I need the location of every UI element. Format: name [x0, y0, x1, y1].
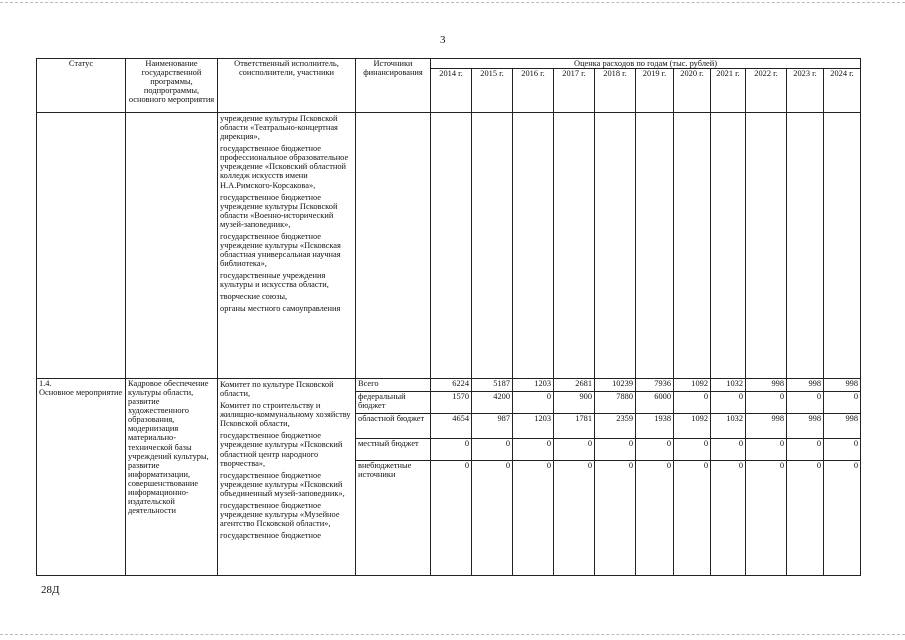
expense-value: 1092 — [674, 414, 711, 439]
header-year: 2021 г. — [711, 69, 746, 113]
header-status: Статус — [37, 59, 126, 113]
executor-entry: государственное бюджетное учреждение культуры «Музейное агентство Псковской области», — [220, 500, 340, 529]
expense-value: 0 — [711, 461, 746, 576]
expense-value: 998 — [787, 414, 824, 439]
executor-entry: государственное бюджетное — [220, 531, 322, 541]
expense-value: 0 — [787, 461, 824, 576]
executor-entry: творческие союзы, — [220, 292, 288, 302]
expense-value: 6000 — [636, 392, 674, 414]
expense-value: 1092 — [674, 379, 711, 392]
executor-entry: государственное бюджетное профессиональное образовательное учреждение «Псковский областной колледж искусств имени Н.А.Римского-Корсакова», — [220, 144, 349, 190]
continuation-status-cell — [37, 113, 126, 379]
expense-value: 0 — [787, 439, 824, 461]
expense-value: 998 — [746, 414, 787, 439]
expense-value: 0 — [824, 461, 861, 576]
item-status-cell — [37, 379, 126, 576]
expense-value: 0 — [824, 392, 861, 414]
expense-value: 0 — [636, 461, 674, 576]
page-number: 3 — [440, 34, 446, 46]
expense-value: 998 — [787, 379, 824, 392]
expense-value: 1032 — [711, 414, 746, 439]
executor-entry: Комитет по строительству и жилищно-коммунальному хозяйству Псковской области, — [220, 401, 351, 429]
expense-value: 0 — [787, 392, 824, 414]
expense-value: 1570 — [431, 392, 472, 414]
executor-entry: государственное бюджетное учреждение культуры «Псковский областной центр народного творчества», — [220, 431, 343, 468]
funding-source: внебюджетные источники — [356, 461, 431, 576]
continuation-name-cell — [126, 113, 218, 379]
continuation-value-cell — [824, 113, 861, 379]
executor-entry: государственные учреждения культуры и искусства области, — [220, 271, 329, 290]
expense-value: 0 — [674, 392, 711, 414]
funding-source: федеральный бюджет — [356, 392, 431, 414]
header-year: 2017 г. — [554, 69, 595, 113]
expense-value: 987 — [472, 414, 513, 439]
expense-value: 5187 — [472, 379, 513, 392]
expense-value: 0 — [472, 439, 513, 461]
header-year: 2018 г. — [595, 69, 636, 113]
expense-value: 0 — [636, 439, 674, 461]
executor-entry: государственное бюджетное учреждение культуры «Псковская областная универсальная научная библиотека», — [220, 231, 341, 269]
executor-entry: государственное бюджетное учреждение культуры Псковской области «Военно-исторический музей-заповедник», — [220, 192, 338, 229]
item-executors-cell — [218, 379, 356, 576]
expense-value: 0 — [513, 439, 554, 461]
continuation-executors-cell — [218, 113, 356, 379]
continuation-value-cell — [431, 113, 472, 379]
expense-value: 998 — [824, 379, 861, 392]
continuation-value-cell — [472, 113, 513, 379]
executor-entry: органы местного самоуправления — [220, 304, 341, 314]
continuation-value-cell — [554, 113, 595, 379]
continuation-value-cell — [595, 113, 636, 379]
header-year: 2022 г. — [746, 69, 787, 113]
expense-value: 0 — [595, 461, 636, 576]
funding-source: областной бюджет — [356, 414, 431, 439]
expenditure-table — [36, 58, 861, 576]
expense-value: 0 — [595, 439, 636, 461]
expense-value: 0 — [824, 439, 861, 461]
executor-entry: государственное бюджетное учреждение культуры «Псковский объединенный музей-заповедник», — [220, 470, 345, 498]
expense-value: 2681 — [554, 379, 595, 392]
expense-value: 10239 — [595, 379, 636, 392]
header-estimate: Оценка расходов по годам (тыс. рублей) — [431, 59, 861, 69]
continuation-value-cell — [787, 113, 824, 379]
expense-value: 1781 — [554, 414, 595, 439]
expense-value: 0 — [472, 461, 513, 576]
expense-value: 6224 — [431, 379, 472, 392]
expense-value: 0 — [513, 392, 554, 414]
continuation-value-cell — [711, 113, 746, 379]
expense-value: 4654 — [431, 414, 472, 439]
expense-value: 0 — [674, 439, 711, 461]
expense-value: 0 — [513, 461, 554, 576]
continuation-value-cell — [513, 113, 554, 379]
item-number: 1.4. — [39, 379, 52, 388]
header-year: 2020 г. — [674, 69, 711, 113]
header-year: 2019 г. — [636, 69, 674, 113]
expense-value: 998 — [824, 414, 861, 439]
header-row-1 — [37, 59, 861, 69]
expense-value: 4200 — [472, 392, 513, 414]
scan-edge-top — [0, 2, 905, 3]
expense-value: 0 — [746, 439, 787, 461]
item-name: Кадровое обеспечение культуры области, развитие художественного образования, модернизация материально-технической базы учреждений культуры, развитие информатизации, совершенствование информационно-издательской деятельности — [126, 379, 218, 576]
executor-entry: учреждение культуры Псковской области «Театрально-концертная дирекция», — [220, 114, 338, 142]
expense-value: 900 — [554, 392, 595, 414]
header-year: 2014 г. — [431, 69, 472, 113]
executor-entry: Комитет по культуре Псковской области, — [220, 380, 334, 399]
continuation-value-cell — [674, 113, 711, 379]
expense-value: 2359 — [595, 414, 636, 439]
expense-value: 7936 — [636, 379, 674, 392]
continuation-source-cell — [356, 113, 431, 379]
expense-value: 1203 — [513, 414, 554, 439]
continuation-row — [37, 113, 861, 379]
expense-value: 0 — [431, 439, 472, 461]
funding-source: местный бюджет — [356, 439, 431, 461]
expense-value: 1938 — [636, 414, 674, 439]
expense-value: 0 — [431, 461, 472, 576]
expense-value: 7880 — [595, 392, 636, 414]
expense-value: 1203 — [513, 379, 554, 392]
header-year: 2015 г. — [472, 69, 513, 113]
expense-value: 0 — [554, 461, 595, 576]
header-year: 2023 г. — [787, 69, 824, 113]
continuation-value-cell — [636, 113, 674, 379]
expense-value: 0 — [746, 461, 787, 576]
header-executor: Ответственный исполнитель, соисполнители, участники — [218, 59, 356, 113]
expense-value: 998 — [746, 379, 787, 392]
item-status: Основное мероприятие — [39, 388, 123, 398]
funding-source: Всего — [356, 379, 431, 392]
header-source: Источники финансирования — [356, 59, 431, 113]
header-year: 2016 г. — [513, 69, 554, 113]
footer-mark: 28Д — [41, 584, 60, 596]
expense-value: 0 — [674, 461, 711, 576]
expense-value: 0 — [554, 439, 595, 461]
header-name: Наименование государственной программы, подпрограммы, основного мероприятия — [126, 59, 218, 113]
item-row — [37, 379, 861, 392]
header-year: 2024 г. — [824, 69, 861, 113]
expense-value: 0 — [746, 392, 787, 414]
expense-value: 0 — [711, 392, 746, 414]
expense-value: 1032 — [711, 379, 746, 392]
expense-value: 0 — [711, 439, 746, 461]
scan-edge-bottom — [0, 634, 905, 635]
continuation-value-cell — [746, 113, 787, 379]
